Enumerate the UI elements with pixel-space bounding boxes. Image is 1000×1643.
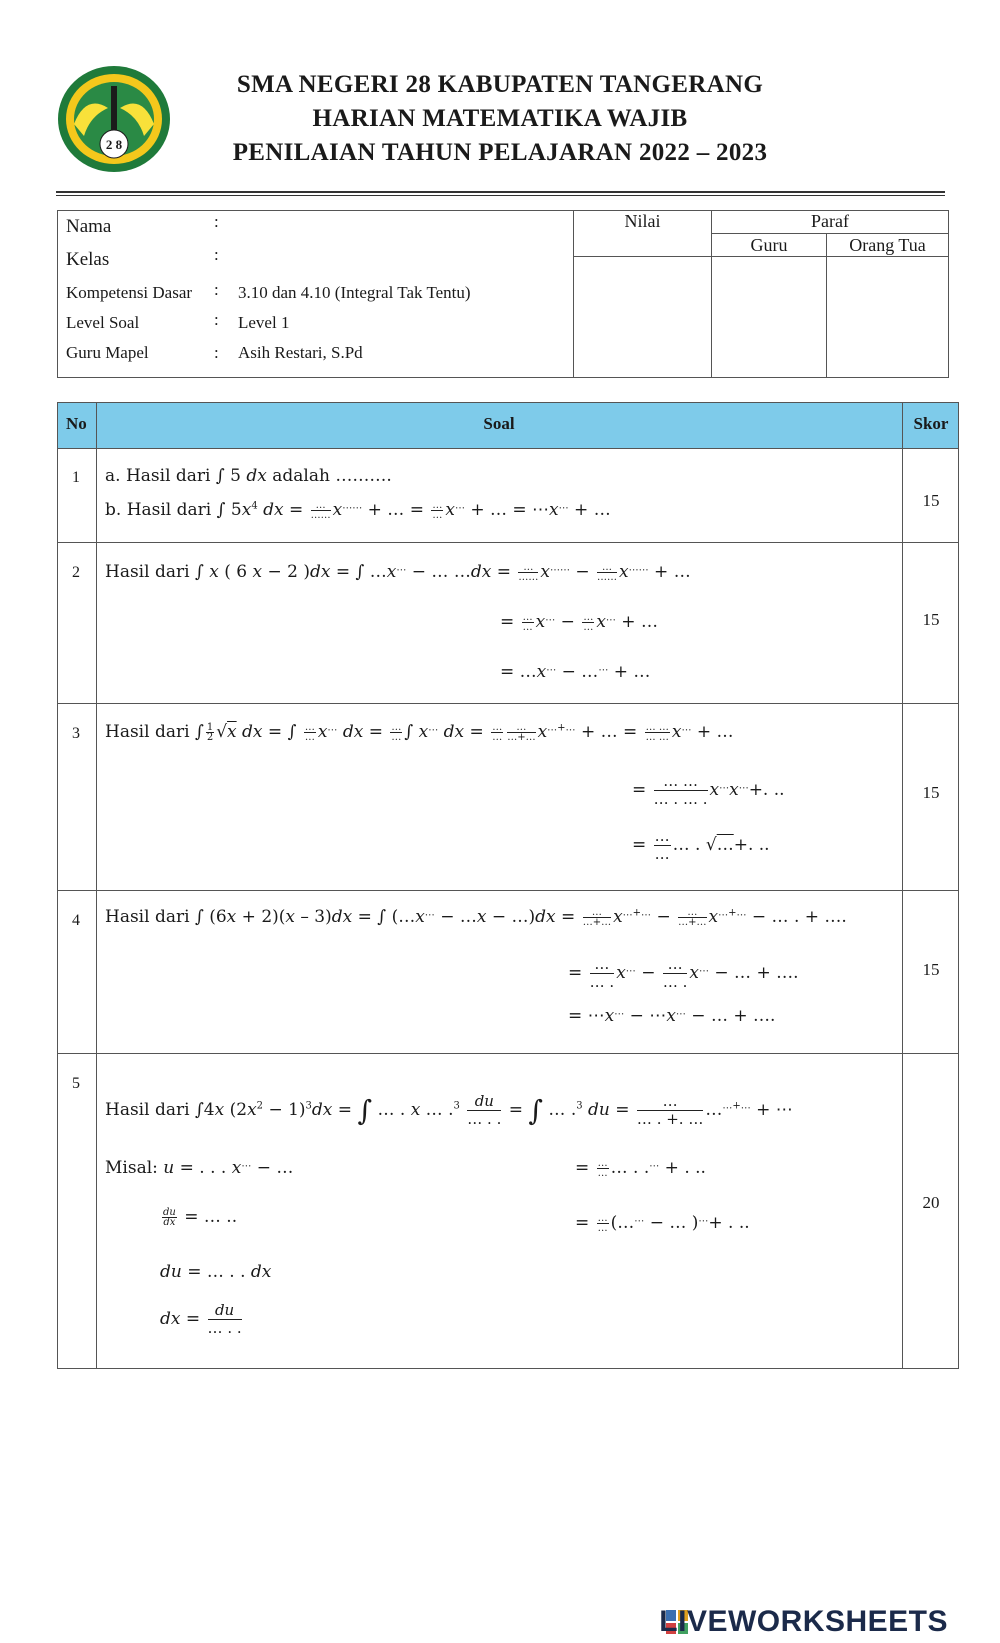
level-label: Level Soal [66, 313, 140, 332]
kompetensi-value: 3.10 dan 4.10 (Integral Tak Tentu) [238, 283, 471, 302]
row-score: 15 [922, 960, 940, 979]
paraf-header: Paraf [811, 211, 849, 231]
level-value: Level 1 [238, 313, 290, 332]
question-4: Hasil dari ∫ (6x + 2)(x – 3)dx = ∫ (…x… − …x − …)dx = $\frac{\dots}{\dots+\dots}$ x…+… − $\frac{\dots}{\dots+\dots}$ x…+… − … . + …. [105, 907, 847, 928]
assessment-title: PENILAIAN TAHUN PELAJARAN 2022 – 2023 [232, 139, 768, 166]
guru-mapel-label: Guru Mapel [66, 343, 149, 362]
question-5-dudx: $\frac{du}{dx}$ = … .. [163, 1207, 238, 1228]
kompetensi-label: Kompetensi Dasar [66, 283, 193, 302]
school-logo [56, 64, 172, 174]
question-5-misal: Misal: u = . . . x… − … [105, 1158, 294, 1178]
orang-tua-header: Orang Tua [849, 235, 926, 255]
row-score: 15 [922, 491, 940, 510]
school-title: SMA NEGERI 28 KABUPATEN TANGERANG [236, 71, 764, 98]
question-3-step3: = $\frac{\dots}{\dots}$ … . √…+. .. [632, 827, 770, 863]
question-1b: b. Hasil dari ∫ $5x^4$ dx = $\frac{\dots}{\dots\dots}$ x…… + … = $\frac{\dots}{\dots}$ x… + … = ⋯x… + … [105, 500, 611, 521]
row-number: 1 [72, 469, 80, 486]
question-5-step3: = $\frac{\dots}{\dots}$ (…… − … )…+ . .. [575, 1213, 750, 1234]
row-number: 3 [72, 725, 80, 742]
question-1a: a. Hasil dari ∫ 5 dx adalah ………. [105, 466, 392, 486]
col-no: No [66, 414, 87, 433]
kelas-label: Kelas [66, 249, 110, 270]
guru-header: Guru [750, 235, 788, 255]
guru-mapel-value: Asih Restari, S.Pd [238, 343, 363, 362]
question-2-step3: = …x… − …… + … [500, 662, 651, 682]
row-score: 15 [922, 783, 940, 802]
col-soal: Soal [483, 414, 515, 433]
question-5-du: du = … . . dx [160, 1262, 272, 1282]
question-5: Hasil dari ∫4x $(2x^2 - 1)^3dx$ = ∫ … . x … .$^3$ $\frac{du}{\dots . .}$ = ∫ … .$^3$ du = $\frac{\dots}{\dots . +. \dots}$ ……+… + ⋯ [105, 1092, 793, 1128]
question-3-step2: = $\frac{\dots \dots}{\dots . \dots .}$ x…x…+. .. [632, 772, 785, 808]
header-divider-thin [56, 195, 945, 196]
nilai-header: Nilai [624, 211, 661, 231]
question-4-step3: = ⋯x… − ⋯x… − … + …. [568, 1006, 776, 1026]
question-4-step2: = $\frac{\dots}{\dots .}$ x… − $\frac{\dots}{\dots .}$ x… − … + …. [568, 955, 799, 991]
question-2: Hasil dari ∫ x ( 6 x − 2 )dx = ∫ …x… − … …dx = $\frac{\dots}{\dots\dots}$ x…… − $\frac{\dots}{\dots\dots}$ x…… + … [105, 562, 691, 583]
question-5-step2: = $\frac{\dots}{\dots}$ … . .… + . .. [575, 1158, 706, 1179]
row-number: 2 [72, 564, 80, 581]
header-divider [56, 191, 945, 193]
row-score: 15 [922, 610, 940, 629]
nama-input[interactable] [238, 214, 558, 236]
question-5-dx: dx = $\frac{du}{\dots . .}$ [160, 1301, 242, 1337]
col-skor: Skor [913, 414, 949, 433]
question-2-step2: = $\frac{\dots}{\dots}$ x… − $\frac{\dots}{\dots}$ x… + … [500, 612, 658, 633]
row-number: 4 [72, 912, 80, 929]
row-number: 5 [72, 1075, 80, 1092]
nama-label: Nama [66, 216, 112, 237]
logo-number: 2 8 [105, 137, 123, 152]
question-3: Hasil dari ∫ $\frac{1}{2}$ √x dx = ∫ $\frac{\dots}{\dots}$ x… dx = $\frac{\dots}{\dots}$ ∫ x… dx = $\frac{\dots}{\dots}$ $\frac{\dots}{\dots+\dots}$ x…+… + … = $\frac{\dots \dots}{\dots \dots}$ x… + … [105, 722, 734, 743]
row-score: 20 [922, 1193, 940, 1212]
liveworksheets-brand: LIVEWORKSHEETS [659, 1605, 948, 1638]
subject-title: HARIAN MATEMATIKA WAJIB [312, 105, 688, 132]
kelas-input[interactable] [238, 247, 558, 269]
